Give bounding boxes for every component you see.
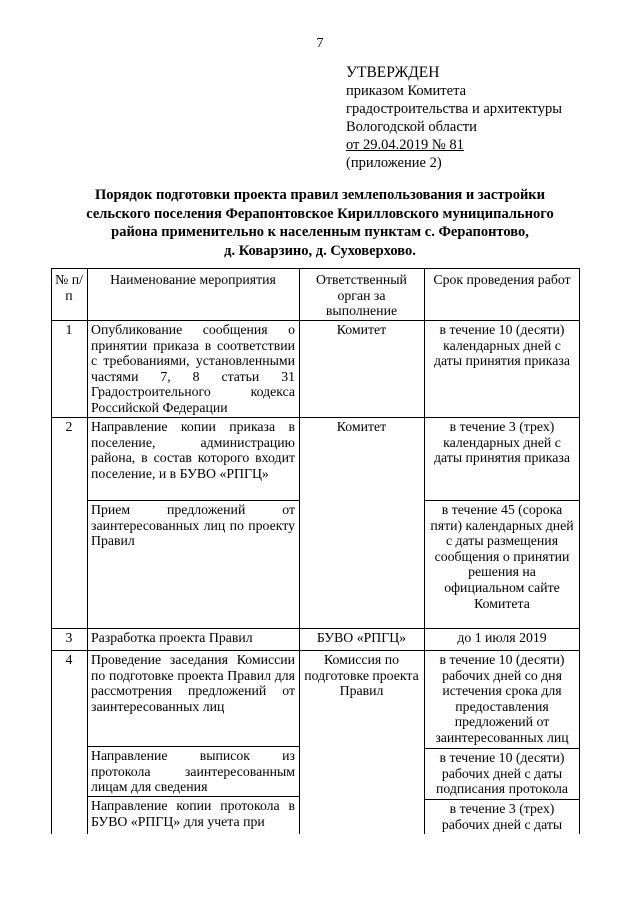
row-divider: [424, 748, 580, 749]
row-divider: [87, 500, 299, 501]
row-2-num: 2: [65, 419, 73, 434]
column-divider: [579, 268, 580, 834]
row-divider: [51, 417, 580, 418]
header-event: Наименование мероприятия: [110, 272, 276, 287]
row-4-num: 4: [65, 652, 73, 667]
header-deadline: Срок проведения работ: [433, 272, 571, 287]
column-divider: [299, 268, 300, 834]
row-divider: [424, 500, 580, 501]
row-3-deadline: до 1 июля 2019: [457, 630, 547, 645]
title-line-4: д. Коварзино, д. Суховерхово.: [224, 242, 416, 259]
row-divider: [51, 628, 580, 629]
row-divider: [424, 799, 580, 800]
approval-annex: (приложение 2): [346, 155, 442, 171]
title-line-2: сельского поселения Ферапонтовское Кирилловского муниципального: [86, 205, 554, 222]
document-title: [70, 186, 570, 260]
row-1-deadline: в течение 10 (десяти) календарных дней с даты принятия приказа: [434, 322, 570, 369]
approval-line-1: приказом Комитета: [346, 83, 467, 99]
row-3-num: 3: [65, 630, 73, 645]
row-4-event: Проведение заседания Комиссии по подготовке проекта Правил для рассмотрения предложений от заинтересованных лиц: [91, 652, 295, 714]
title-line-1: Порядок подготовки проекта правил землепользования и застройки: [94, 187, 546, 203]
row-3-event: Разработка проекта Правил: [91, 630, 253, 645]
column-divider: [424, 268, 425, 834]
row-divider: [51, 320, 580, 321]
approval-stamp: [346, 64, 562, 172]
row-4c-event: Направление копии протокола в БУВО «РПГЦ» для учета при: [91, 798, 295, 829]
header-responsible: Ответственный орган за выполнение: [316, 272, 407, 319]
header-num: № п/п: [55, 272, 83, 303]
column-divider: [87, 268, 88, 834]
column-divider: [51, 268, 52, 834]
row-divider: [87, 746, 299, 747]
row-4-deadline: в течение 10 (десяти) рабочих дней со дня истечения срока для предоставления предложений от заинтересованных лиц: [435, 652, 569, 745]
row-4b-event: Направление выписок из протокола заинтересованным лицам для сведения: [91, 748, 295, 795]
row-divider: [51, 650, 580, 651]
row-4-responsible: Комиссия по подготовке проекта Правил: [304, 652, 419, 699]
table-border-top: [51, 268, 580, 269]
row-1-num: 1: [65, 322, 73, 337]
row-2-deadline: в течение 3 (трех) календарных дней с даты принятия приказа: [434, 419, 570, 466]
approval-heading: УТВЕРЖДЕН: [346, 64, 440, 81]
approval-line-3: Вологодской области: [346, 119, 477, 135]
approval-line-2: градостроительства и архитектуры: [346, 101, 563, 117]
row-4c-deadline: в течение 3 (трех) рабочих дней с даты: [441, 801, 563, 832]
row-3-responsible: БУВО «РПГЦ»: [316, 630, 407, 645]
row-2b-event: Прием предложений от заинтересованных лиц по проекту Правил: [91, 502, 295, 549]
title-line-3: района применительно к населенным пунктам с. Ферапонтово,: [111, 224, 529, 241]
row-divider: [87, 796, 299, 797]
page-number: 7: [316, 36, 324, 51]
row-1-event: Опубликование сообщения о принятии приказа в соответствии с требованиями, установленными частями 7, 8 статьи 31 Градостроительного кодекса Российской Федерации: [91, 322, 295, 415]
row-2-event: Направление копии приказа в поселение, администрацию района, в состав которого входит поселение, и в БУВО «РПГЦ»: [91, 419, 295, 481]
approval-date-number: от 29.04.2019 № 81: [346, 137, 464, 153]
row-2b-deadline: в течение 45 (сорока пяти) календарных дней с даты размещения сообщения о принятии решения на официальном сайте Комитета: [430, 502, 574, 611]
row-1-responsible: Комитет: [336, 322, 387, 337]
row-4b-deadline: в течение 10 (десяти) рабочих дней с даты подписания протокола: [435, 750, 569, 797]
row-2-responsible: Комитет: [336, 419, 387, 434]
